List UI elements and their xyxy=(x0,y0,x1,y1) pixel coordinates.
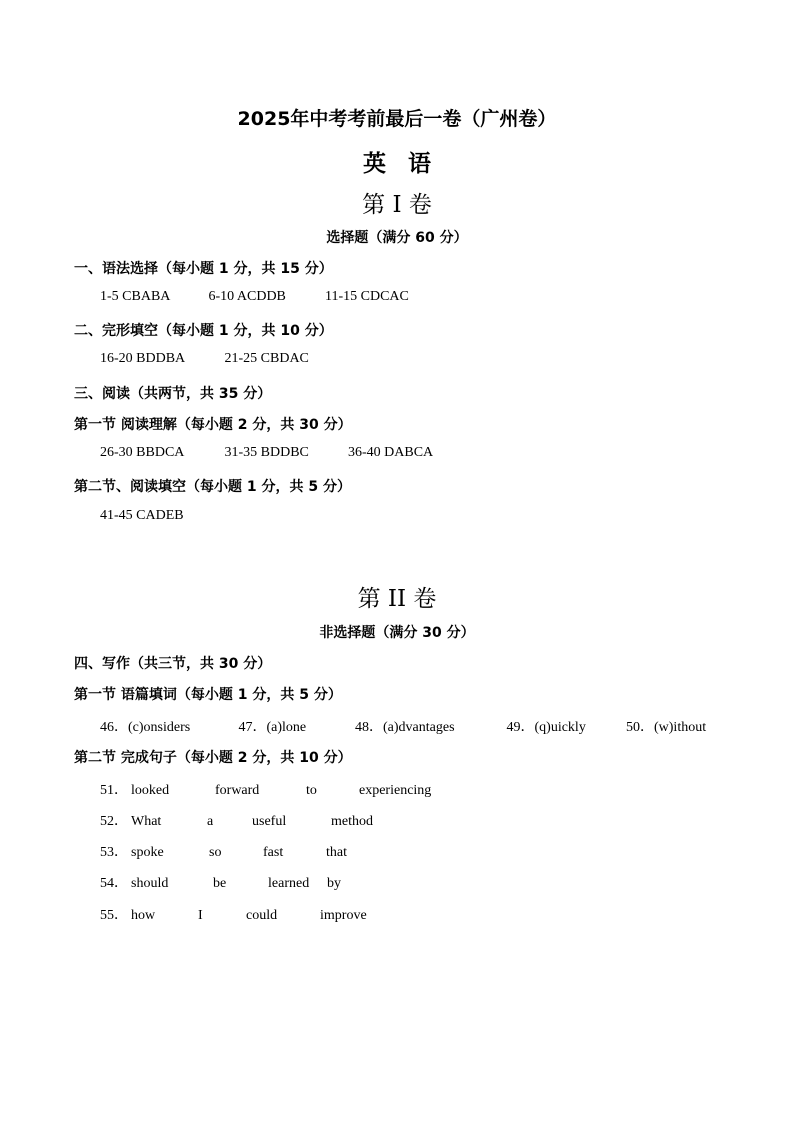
volume-1-subtitle: 选择题（满分 60 分） xyxy=(326,230,468,246)
answer-group: 21-25 CBDAC xyxy=(224,351,309,366)
item-word: could xyxy=(246,908,278,923)
sentence-completion-item xyxy=(100,841,347,861)
item-word: (w)ithout xyxy=(654,720,707,735)
answer-group: 16-20 BDDBA xyxy=(100,351,186,366)
item-number: 47． xyxy=(238,720,267,735)
item-word: by xyxy=(327,876,341,891)
item-word: useful xyxy=(252,814,287,829)
item-number: 46． xyxy=(100,720,128,735)
word-fill-item xyxy=(239,716,352,736)
sentence-completion-item xyxy=(100,810,373,830)
word-fill-answers xyxy=(100,716,706,736)
section-reading-comprehension-heading: 第一节 阅读理解（每小题 2 分，共 30 分） xyxy=(74,417,352,433)
item-word: (q)uickly xyxy=(534,720,586,735)
answer-group: 1-5 CBABA xyxy=(100,289,171,304)
word-fill-item xyxy=(100,716,235,736)
answer-group: 41-45 CADEB xyxy=(100,508,184,523)
section-cloze-heading: 二、完形填空（每小题 1 分，共 10 分） xyxy=(74,323,333,339)
item-word: looked xyxy=(131,783,170,798)
subject-heading: 英语 xyxy=(363,151,453,177)
sentence-completion-item xyxy=(100,779,431,799)
item-word: (a)lone xyxy=(266,720,307,735)
item-word: forward xyxy=(215,783,260,798)
volume-2-subtitle: 非选择题（满分 30 分） xyxy=(319,625,475,641)
item-word: that xyxy=(326,845,347,860)
item-number: 55． xyxy=(100,908,128,923)
answer-group: 6-10 ACDDB xyxy=(208,289,286,304)
item-word: spoke xyxy=(131,845,164,860)
item-number: 52． xyxy=(100,814,128,829)
item-number: 50． xyxy=(626,720,654,735)
item-word: experiencing xyxy=(359,783,432,798)
section-reading-fill-heading: 第二节、阅读填空（每小题 1 分，共 5 分） xyxy=(74,479,351,495)
item-word: fast xyxy=(263,845,284,860)
item-number: 54． xyxy=(100,876,128,891)
item-word: learned xyxy=(268,876,310,891)
item-word: a xyxy=(207,814,214,829)
item-word: method xyxy=(331,814,373,829)
item-word: to xyxy=(306,783,317,798)
document-title: 2025年中考考前最后一卷（广州卷） xyxy=(237,108,557,130)
section-reading-heading: 三、阅读（共两节，共 35 分） xyxy=(74,386,272,402)
item-number: 49． xyxy=(506,720,535,735)
section-reading-comprehension-answers xyxy=(100,445,433,461)
item-number: 53． xyxy=(100,845,128,860)
word-fill-item xyxy=(355,716,503,736)
volume-1-heading: 第 I 卷 xyxy=(362,192,432,218)
item-word: (a)dvantages xyxy=(383,720,455,735)
item-number: 48． xyxy=(355,720,383,735)
section-sentence-completion-heading: 第二节 完成句子（每小题 2 分，共 10 分） xyxy=(74,750,352,766)
section-grammar-heading: 一、语法选择（每小题 1 分，共 15 分） xyxy=(74,261,333,277)
answer-group: 11-15 CDCAC xyxy=(325,289,409,304)
section-cloze-answers xyxy=(100,351,309,367)
item-word: improve xyxy=(320,908,367,923)
item-word: so xyxy=(209,845,222,860)
sentence-completion-item xyxy=(100,904,367,924)
word-fill-item xyxy=(626,716,706,736)
section-writing-heading: 四、写作（共三节，共 30 分） xyxy=(74,656,272,672)
section-reading-fill-answers xyxy=(100,508,184,524)
item-word: I xyxy=(198,908,203,923)
volume-2-heading: 第 II 卷 xyxy=(357,586,437,612)
section-grammar-answers xyxy=(100,289,409,305)
answer-group: 26-30 BBDCA xyxy=(100,445,185,460)
item-word: (c)onsiders xyxy=(128,720,191,735)
word-fill-item xyxy=(507,716,623,736)
answer-group: 36-40 DABCA xyxy=(348,445,434,460)
item-word: be xyxy=(213,876,227,891)
item-word: how xyxy=(131,908,156,923)
item-word: should xyxy=(131,876,169,891)
item-word: What xyxy=(131,814,162,829)
section-word-fill-heading: 第一节 语篇填词（每小题 1 分，共 5 分） xyxy=(74,687,342,703)
answer-group: 31-35 BDDBC xyxy=(224,445,309,460)
item-number: 51． xyxy=(100,783,128,798)
sentence-completion-item xyxy=(100,872,341,892)
